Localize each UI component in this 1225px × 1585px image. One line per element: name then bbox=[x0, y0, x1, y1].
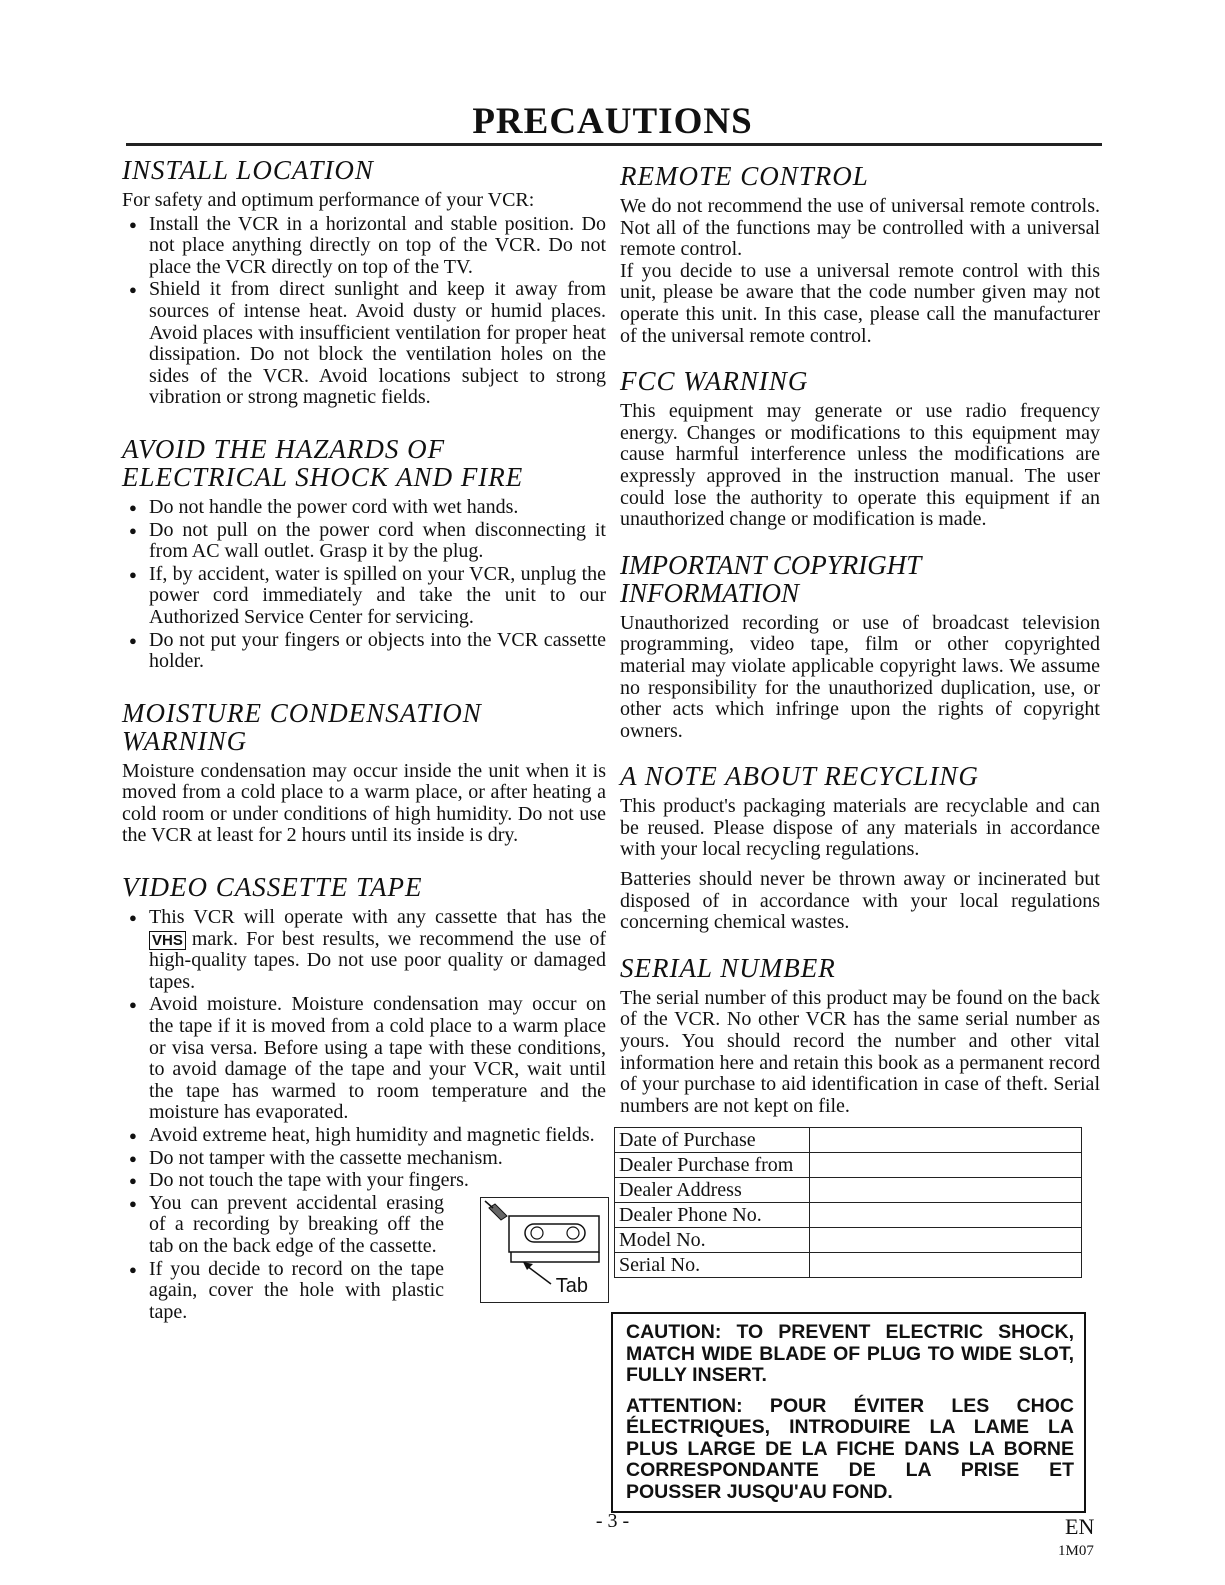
row-label: Dealer Phone No. bbox=[615, 1203, 810, 1228]
list-item: ● Do not put your fingers or objects into the VCR cassette holder. bbox=[122, 630, 606, 673]
copyright-heading: IMPORTANT COPYRIGHT INFORMATION bbox=[620, 549, 921, 608]
caution-english: CAUTION: TO PREVENT ELECTRIC SHOCK, MATCH WIDE BLADE OF PLUG TO WIDE SLOT, FULLY INSERT. bbox=[626, 1321, 1074, 1387]
caution-french: ATTENTION: POUR ÉVITER LES CHOC ÉLECTRIQUES, INTRODUIRE LA LAME LA PLUS LARGE DE LA FICHE DANS LA BORNE CORRESPONDANTE DE LA PRISE ET POUSSER JUSQU'AU FOND. bbox=[626, 1394, 1074, 1503]
list-item: ● If you decide to record on the tape again, cover the hole with plastic tape. bbox=[122, 1259, 444, 1324]
tape-item1-b: mark. For best results, we recommend the use of high-quality tapes. Do not use poor quality or damaged tapes. bbox=[149, 927, 606, 993]
manual-code: 1M07 bbox=[1058, 1543, 1094, 1559]
copyright-text: Unauthorized recording or use of broadcast television programming, video tape, film or other copyrighted material may violate applicable copyright laws. We assume no responsibility for the unauthorized duplication, use, or other acts which infringe upon the rights of copyright owners. bbox=[620, 611, 1100, 742]
recycling-heading: A NOTE ABOUT RECYCLING bbox=[620, 761, 979, 792]
row-value-field[interactable] bbox=[810, 1203, 1082, 1228]
fcc-text: This equipment may generate or use radio frequency energy. Changes or modifications to this equipment may cause harmful interference unless the modifications are expressly approved in the instruction manual. The user could lose the authority to operate this equipment if an unauthorized change or modification is made. bbox=[620, 400, 1100, 531]
list-item: ● Avoid moisture. Moisture condensation may occur on the tape if it is moved from a cold place to a warm place or visa versa. Before using a tape with these conditions, to avoid damage of the tape and your VCR, wait until the tape has warmed to room temperature and the moisture has evaporated. bbox=[122, 994, 606, 1124]
list-item bbox=[122, 907, 606, 993]
list-item: ● Do not handle the power cord with wet hands. bbox=[122, 497, 606, 519]
install-list bbox=[122, 214, 606, 409]
table-row bbox=[615, 1228, 1082, 1253]
install-heading: INSTALL LOCATION bbox=[122, 155, 374, 185]
title-rule bbox=[126, 143, 1102, 146]
page-title: PRECAUTIONS bbox=[472, 101, 753, 142]
serial-section bbox=[620, 954, 1100, 1279]
serial-record-table bbox=[614, 1127, 1082, 1278]
cassette-tab-figure bbox=[480, 1197, 609, 1303]
recycling-p2: Batteries should never be thrown away or incinerated but disposed of in accordance with your local regulations concerning chemical wastes. bbox=[620, 868, 1100, 934]
list-item: ● Do not pull on the power cord when disconnecting it from AC wall outlet. Grasp it by the plug. bbox=[122, 520, 606, 563]
tab-label: Tab bbox=[555, 1274, 588, 1297]
list-item: ● If, by accident, water is spilled on your VCR, unplug the power cord immediately and take the unit to our Authorized Service Center for servicing. bbox=[122, 564, 606, 629]
tab-illustration-wrap bbox=[122, 1193, 606, 1324]
tape-list bbox=[122, 907, 606, 1192]
tape-heading: VIDEO CASSETTE TAPE bbox=[122, 872, 423, 903]
list-item: ● You can prevent accidental erasing of a recording by breaking off the tab on the back edge of the cassette. bbox=[122, 1193, 444, 1258]
tape-list-cont bbox=[122, 1193, 444, 1324]
row-value-field[interactable] bbox=[810, 1178, 1082, 1203]
table-row bbox=[615, 1203, 1082, 1228]
moisture-section bbox=[122, 699, 606, 847]
language-code: EN bbox=[1065, 1514, 1095, 1539]
row-value-field[interactable] bbox=[810, 1253, 1082, 1278]
caution-box bbox=[611, 1312, 1086, 1513]
hazards-section bbox=[122, 435, 606, 673]
row-value-field[interactable] bbox=[810, 1228, 1082, 1253]
table-row bbox=[615, 1153, 1082, 1178]
hazards-list bbox=[122, 497, 606, 673]
recycling-p1: This product's packaging materials are recyclable and can be reused. Please dispose of any materials in accordance with your local recycling regulations. bbox=[620, 795, 1100, 861]
left-column bbox=[122, 156, 606, 1324]
serial-text: The serial number of this product may be found on the back of the VCR. No other VCR has the same serial number as yours. You should record the number and other vital information here and retain this book as a permanent record of your purchase to aid identification in case of theft. Serial numbers are not kept on file. bbox=[620, 986, 1100, 1117]
remote-p2: If you decide to use a universal remote control with this unit, please be aware that the code number given may not operate this unit. In this case, please call the manufacturer of the universal remote control. bbox=[620, 259, 1100, 347]
install-intro: For safety and optimum performance of your VCR: bbox=[122, 189, 535, 211]
row-value-field[interactable] bbox=[810, 1128, 1082, 1153]
row-value-field[interactable] bbox=[810, 1153, 1082, 1178]
table-row bbox=[615, 1253, 1082, 1278]
vhs-mark-icon: VHS bbox=[149, 931, 186, 950]
remote-heading: REMOTE CONTROL bbox=[620, 161, 869, 191]
row-label: Date of Purchase bbox=[615, 1128, 810, 1153]
remote-p1: We do not recommend the use of universal remote controls. Not all of the functions may be controlled with a universal remote control. bbox=[620, 195, 1100, 261]
hazards-heading: AVOID THE HAZARDS OF ELECTRICAL SHOCK AND FIRE bbox=[122, 433, 524, 492]
tape-item1-a: This VCR will operate with any cassette that has the bbox=[149, 906, 606, 929]
fcc-heading: FCC WARNING bbox=[620, 366, 809, 397]
list-item: ● Do not tamper with the cassette mechanism. bbox=[122, 1148, 606, 1170]
list-item: ● Do not touch the tape with your fingers. bbox=[122, 1170, 606, 1192]
table-row bbox=[615, 1128, 1082, 1153]
fcc-section bbox=[620, 367, 1100, 531]
cassette-tab-icon bbox=[481, 1198, 608, 1302]
list-item: ● Install the VCR in a horizontal and stable position. Do not place anything directly on top of the VCR. Do not place the VCR directly on top of the TV. bbox=[122, 214, 606, 279]
page-number: - 3 - bbox=[595, 1510, 630, 1532]
row-label: Model No. bbox=[615, 1228, 810, 1253]
moisture-heading: MOISTURE CONDENSATION WARNING bbox=[122, 697, 482, 756]
serial-heading: SERIAL NUMBER bbox=[620, 952, 836, 983]
row-label: Dealer Address bbox=[615, 1178, 810, 1203]
list-item: ● Avoid extreme heat, high humidity and magnetic fields. bbox=[122, 1125, 606, 1147]
list-item: ● Shield it from direct sunlight and keep it away from sources of intense heat. Avoid dusty or humid places. Avoid places with insufficient ventilation for proper heat dissipation. Do not block the ventilation holes on the sides of the VCR. Avoid locations subject to strong vibration or strong magnetic fields. bbox=[122, 279, 606, 409]
copyright-section bbox=[620, 551, 1100, 743]
row-label: Serial No. bbox=[615, 1253, 810, 1278]
row-label: Dealer Purchase from bbox=[615, 1153, 810, 1178]
tape-section bbox=[122, 873, 606, 1323]
right-column bbox=[620, 162, 1100, 1513]
moisture-text: Moisture condensation may occur inside the unit when it is moved from a cold place to a warm place, or after heating a cold room or under conditions of high humidity. Do not use the VCR at least for 2 hours until its inside is dry. bbox=[122, 759, 606, 847]
install-section bbox=[122, 156, 606, 409]
remote-section bbox=[620, 162, 1100, 347]
recycling-section bbox=[620, 762, 1100, 934]
table-row bbox=[615, 1178, 1082, 1203]
